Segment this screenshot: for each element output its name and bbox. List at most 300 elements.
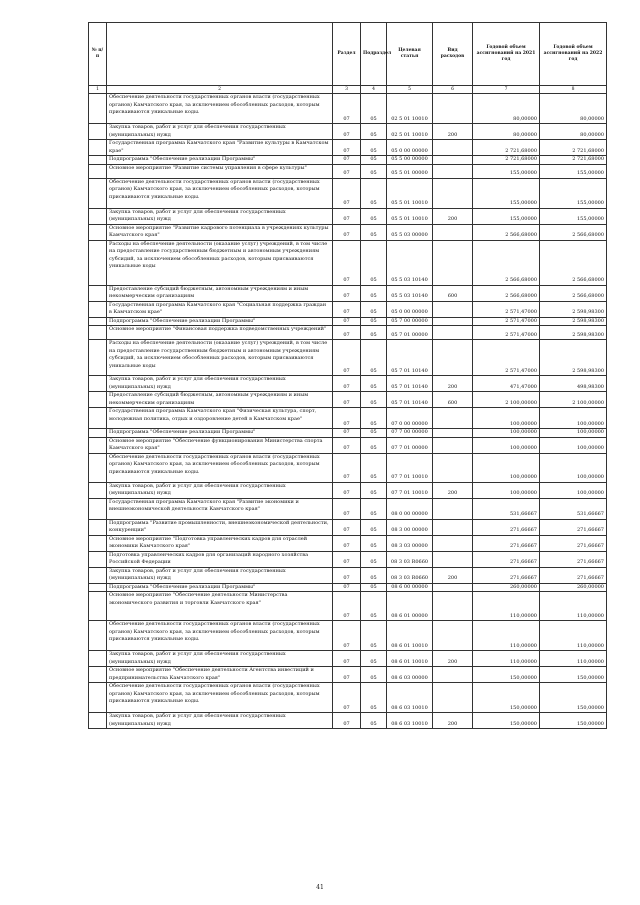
num-cell [89, 124, 107, 140]
table-row [89, 592, 607, 621]
target-code-cell: 07 7 01 10010 [387, 453, 433, 482]
table-row [89, 317, 607, 326]
target-code-cell: 05 5 03 10140 [387, 240, 433, 285]
podrazdel-cell: 05 [361, 140, 387, 156]
amount-2022-cell: 110,00000 [540, 651, 607, 667]
target-code-cell: 02 5 01 10010 [387, 124, 433, 140]
num-cell [89, 651, 107, 667]
num-cell [89, 392, 107, 408]
expense-type-cell [433, 317, 473, 326]
header-2022: Годовой объем ассигнований на 2022 год [540, 23, 607, 86]
num-cell [89, 301, 107, 317]
razdel-cell: 07 [333, 376, 361, 392]
row-name: Закупка товаров, работ и услуг для обеспечения государственных (муниципальных) нужд [107, 713, 333, 729]
table-row [89, 94, 607, 124]
amount-2022-cell: 100,00000 [540, 429, 607, 438]
amount-2021-cell: 271,66667 [473, 567, 540, 583]
amount-2021-cell: 2 566,68000 [473, 285, 540, 301]
amount-2021-cell: 110,00000 [473, 621, 540, 651]
target-code-cell: 05 5 01 10010 [387, 208, 433, 224]
num-cell [89, 340, 107, 376]
header-vid: Вид расходов [433, 23, 473, 86]
row-name: Основное мероприятие "Обеспечение деятельности Агентства инвестиций и предпринимательства Камчатского края" [107, 667, 333, 683]
amount-2022-cell: 260,00000 [540, 583, 607, 592]
row-name: Закупка товаров, работ и услуг для обеспечения государственных (муниципальных) нужд [107, 651, 333, 667]
row-name: Основное мероприятие "Развитие системы управления в сфере культуры" [107, 164, 333, 178]
podrazdel-cell: 05 [361, 301, 387, 317]
target-code-cell: 08 6 03 10010 [387, 683, 433, 713]
razdel-cell: 07 [333, 713, 361, 729]
num-cell [89, 156, 107, 165]
table-row [89, 301, 607, 317]
row-name: Подпрограмма "Обеспечение реализации Программы" [107, 317, 333, 326]
column-number: 4 [361, 86, 387, 94]
row-name: Закупка товаров, работ и услуг для обеспечения государственных (муниципальных) нужд [107, 124, 333, 140]
razdel-cell: 07 [333, 535, 361, 551]
expense-type-cell [433, 224, 473, 240]
row-name: Подпрограмма "Обеспечение реализации Программы" [107, 583, 333, 592]
row-name: Закупка товаров, работ и услуг для обеспечения государственных (муниципальных) нужд [107, 482, 333, 498]
num-cell [89, 551, 107, 567]
expense-type-cell: 200 [433, 124, 473, 140]
podrazdel-cell: 05 [361, 240, 387, 285]
row-name: Подпрограмма "Развитие промышленности, внешнеэкономической деятельности, конкуренции" [107, 519, 333, 535]
amount-2022-cell: 100,00000 [540, 408, 607, 429]
amount-2021-cell: 260,00000 [473, 583, 540, 592]
razdel-cell: 07 [333, 224, 361, 240]
razdel-cell: 07 [333, 124, 361, 140]
amount-2022-cell: 2 598,98300 [540, 340, 607, 376]
table-row [89, 164, 607, 178]
amount-2022-cell: 150,00000 [540, 683, 607, 713]
podrazdel-cell: 05 [361, 498, 387, 519]
target-code-cell: 05 5 03 10140 [387, 285, 433, 301]
row-name: Государственная программа Камчатского края "Развитие культуры в Камчатском крае" [107, 140, 333, 156]
table-row [89, 224, 607, 240]
row-name: Основное мероприятие "Обеспечение функционирования Министерства спорта Камчатского края" [107, 437, 333, 453]
podrazdel-cell: 05 [361, 535, 387, 551]
amount-2021-cell: 531,66667 [473, 498, 540, 519]
amount-2021-cell: 100,00000 [473, 453, 540, 482]
amount-2022-cell: 155,00000 [540, 178, 607, 208]
target-code-cell: 05 7 01 10140 [387, 340, 433, 376]
column-number: 8 [540, 86, 607, 94]
podrazdel-cell: 05 [361, 482, 387, 498]
amount-2022-cell: 271,66667 [540, 551, 607, 567]
podrazdel-cell: 05 [361, 285, 387, 301]
expense-type-cell: 600 [433, 392, 473, 408]
row-name: Обеспечение деятельности государственных органов власти (государственных органов) Камчатского края, за исключением обособленных расходов, которым присваиваются уникальные коды. [107, 94, 333, 124]
expense-type-cell [433, 551, 473, 567]
podrazdel-cell: 05 [361, 156, 387, 165]
row-name: Государственная программа Камчатского края "Развитие экономики и внешнеэкономической деятельности Камчатского края" [107, 498, 333, 519]
expense-type-cell [433, 164, 473, 178]
expense-type-cell [433, 437, 473, 453]
podrazdel-cell: 05 [361, 437, 387, 453]
expense-type-cell: 200 [433, 376, 473, 392]
amount-2022-cell: 110,00000 [540, 621, 607, 651]
header-2021: Годовой объем ассигнований на 2021 год [473, 23, 540, 86]
row-name: Закупка товаров, работ и услуг для обеспечения государственных (муниципальных) нужд [107, 376, 333, 392]
table-row [89, 651, 607, 667]
amount-2021-cell: 2 721,68000 [473, 156, 540, 165]
table-row [89, 567, 607, 583]
table-row [89, 519, 607, 535]
table-row [89, 124, 607, 140]
amount-2022-cell: 150,00000 [540, 667, 607, 683]
amount-2021-cell: 471,47000 [473, 376, 540, 392]
amount-2021-cell: 150,00000 [473, 683, 540, 713]
podrazdel-cell: 05 [361, 317, 387, 326]
header-row [89, 23, 607, 86]
amount-2022-cell: 80,00000 [540, 124, 607, 140]
amount-2021-cell: 2 571,47000 [473, 340, 540, 376]
expense-type-cell: 200 [433, 713, 473, 729]
header-num: № п/п [89, 23, 107, 86]
podrazdel-cell: 05 [361, 683, 387, 713]
target-code-cell: 05 0 00 00000 [387, 301, 433, 317]
expense-type-cell [433, 140, 473, 156]
target-code-cell: 08 3 03 R0660 [387, 567, 433, 583]
razdel-cell: 07 [333, 651, 361, 667]
table-row [89, 392, 607, 408]
amount-2022-cell: 100,00000 [540, 453, 607, 482]
num-cell [89, 535, 107, 551]
razdel-cell: 07 [333, 592, 361, 621]
podrazdel-cell: 05 [361, 94, 387, 124]
razdel-cell: 07 [333, 140, 361, 156]
amount-2021-cell: 80,00000 [473, 124, 540, 140]
expense-type-cell [433, 583, 473, 592]
expense-type-cell: 600 [433, 285, 473, 301]
razdel-cell: 07 [333, 240, 361, 285]
column-number: 1 [89, 86, 107, 94]
podrazdel-cell: 05 [361, 326, 387, 340]
amount-2021-cell: 155,00000 [473, 164, 540, 178]
num-cell [89, 94, 107, 124]
amount-2022-cell: 2 566,68000 [540, 224, 607, 240]
expense-type-cell [433, 94, 473, 124]
amount-2022-cell: 100,00000 [540, 482, 607, 498]
row-name: Подпрограмма "Обеспечение реализации Программы" [107, 156, 333, 165]
target-code-cell: 08 6 01 10010 [387, 651, 433, 667]
razdel-cell: 07 [333, 621, 361, 651]
podrazdel-cell: 05 [361, 551, 387, 567]
amount-2022-cell: 498,98300 [540, 376, 607, 392]
target-code-cell: 05 7 00 00000 [387, 317, 433, 326]
page-number: 41 [316, 884, 324, 891]
razdel-cell: 07 [333, 437, 361, 453]
amount-2022-cell: 150,00000 [540, 713, 607, 729]
amount-2022-cell: 2 566,68000 [540, 285, 607, 301]
expense-type-cell [433, 667, 473, 683]
razdel-cell: 07 [333, 408, 361, 429]
row-name: Закупка товаров, работ и услуг для обеспечения государственных (муниципальных) нужд [107, 567, 333, 583]
target-code-cell: 05 7 01 10140 [387, 392, 433, 408]
row-name: Обеспечение деятельности государственных органов власти (государственных органов) Камчатского края, за исключением обособленных расходов, которым присваиваются уникальные коды. [107, 453, 333, 482]
row-name: Государственная программа Камчатского края "Социальная поддержка граждан в Камчатском крае" [107, 301, 333, 317]
amount-2021-cell: 150,00000 [473, 667, 540, 683]
podrazdel-cell: 05 [361, 453, 387, 482]
amount-2021-cell: 150,00000 [473, 713, 540, 729]
table-row [89, 408, 607, 429]
column-number: 3 [333, 86, 361, 94]
row-name: Обеспечение деятельности государственных органов власти (государственных органов) Камчатского края, за исключением обособленных расходов, которым присваиваются уникальные коды. [107, 621, 333, 651]
razdel-cell: 07 [333, 392, 361, 408]
column-number: 7 [473, 86, 540, 94]
column-number-row [89, 86, 607, 94]
amount-2022-cell: 271,66667 [540, 535, 607, 551]
row-name: Основное мероприятие "Подготовка управленческих кадров для отраслей экономики Камчатского края" [107, 535, 333, 551]
num-cell [89, 592, 107, 621]
header-target: Целевая статья [387, 23, 433, 86]
num-cell [89, 140, 107, 156]
num-cell [89, 498, 107, 519]
row-name: Подготовка управленческих кадров для организаций народного хозяйства Российской Федерации [107, 551, 333, 567]
razdel-cell: 07 [333, 567, 361, 583]
amount-2021-cell: 100,00000 [473, 408, 540, 429]
expense-type-cell [433, 156, 473, 165]
amount-2022-cell: 155,00000 [540, 208, 607, 224]
table-row [89, 621, 607, 651]
amount-2021-cell: 100,00000 [473, 437, 540, 453]
razdel-cell: 07 [333, 583, 361, 592]
expense-type-cell [433, 340, 473, 376]
razdel-cell: 07 [333, 208, 361, 224]
target-code-cell: 07 7 01 10010 [387, 482, 433, 498]
razdel-cell: 07 [333, 178, 361, 208]
amount-2021-cell: 2 571,47000 [473, 301, 540, 317]
target-code-cell: 05 5 01 10010 [387, 178, 433, 208]
amount-2021-cell: 100,00000 [473, 482, 540, 498]
table-row [89, 453, 607, 482]
amount-2022-cell: 2 598,98300 [540, 317, 607, 326]
amount-2021-cell: 100,00000 [473, 429, 540, 438]
table-row [89, 551, 607, 567]
expense-type-cell [433, 408, 473, 429]
razdel-cell: 07 [333, 429, 361, 438]
amount-2022-cell: 155,00000 [540, 164, 607, 178]
target-code-cell: 08 6 03 10010 [387, 713, 433, 729]
razdel-cell: 07 [333, 164, 361, 178]
amount-2021-cell: 80,00000 [473, 94, 540, 124]
table-row [89, 437, 607, 453]
column-number: 5 [387, 86, 433, 94]
amount-2022-cell: 100,00000 [540, 437, 607, 453]
table-row [89, 140, 607, 156]
num-cell [89, 519, 107, 535]
amount-2022-cell: 110,00000 [540, 592, 607, 621]
amount-2022-cell: 271,66667 [540, 519, 607, 535]
table-row [89, 482, 607, 498]
header-podrazdel: Подраздел [361, 23, 387, 86]
num-cell [89, 317, 107, 326]
num-cell [89, 583, 107, 592]
table-row [89, 683, 607, 713]
num-cell [89, 178, 107, 208]
razdel-cell: 07 [333, 482, 361, 498]
table-row [89, 208, 607, 224]
amount-2022-cell: 2 598,98300 [540, 301, 607, 317]
amount-2021-cell: 271,66667 [473, 519, 540, 535]
expense-type-cell: 200 [433, 208, 473, 224]
amount-2021-cell: 271,66667 [473, 551, 540, 567]
expense-type-cell: 200 [433, 567, 473, 583]
table-row [89, 535, 607, 551]
header-name [107, 23, 333, 86]
razdel-cell: 07 [333, 285, 361, 301]
amount-2022-cell: 2 100,00000 [540, 392, 607, 408]
column-number: 2 [107, 86, 333, 94]
target-code-cell: 02 5 01 10010 [387, 94, 433, 124]
row-name: Расходы на обеспечение деятельности (оказание услуг) учреждений, в том числе на предоставление государственным бюджетным и автономным учреждениям субсидий, за исключением обособленных расходов, которым присваиваются уникальные коды [107, 240, 333, 285]
target-code-cell: 08 6 00 00000 [387, 583, 433, 592]
table-body [89, 94, 607, 729]
header-razdel: Раздел [333, 23, 361, 86]
row-name: Предоставление субсидий бюджетным, автономным учреждениям и иным некоммерческим организациям [107, 392, 333, 408]
table-row [89, 376, 607, 392]
table-row [89, 326, 607, 340]
podrazdel-cell: 05 [361, 208, 387, 224]
razdel-cell: 07 [333, 326, 361, 340]
podrazdel-cell: 05 [361, 408, 387, 429]
row-name: Закупка товаров, работ и услуг для обеспечения государственных (муниципальных) нужд [107, 208, 333, 224]
budget-table [88, 22, 607, 729]
podrazdel-cell: 05 [361, 519, 387, 535]
target-code-cell: 05 7 01 10140 [387, 376, 433, 392]
amount-2022-cell: 2 598,98300 [540, 326, 607, 340]
target-code-cell: 08 6 01 10010 [387, 621, 433, 651]
razdel-cell: 07 [333, 340, 361, 376]
row-name: Обеспечение деятельности государственных органов власти (государственных органов) Камчатского края, за исключением обособленных расходов, которым присваиваются уникальные коды. [107, 683, 333, 713]
podrazdel-cell: 05 [361, 164, 387, 178]
amount-2022-cell: 271,66667 [540, 567, 607, 583]
expense-type-cell [433, 592, 473, 621]
num-cell [89, 621, 107, 651]
target-code-cell: 08 6 01 00000 [387, 592, 433, 621]
target-code-cell: 05 5 03 00000 [387, 224, 433, 240]
num-cell [89, 429, 107, 438]
razdel-cell: 07 [333, 551, 361, 567]
target-code-cell: 07 7 01 00000 [387, 437, 433, 453]
num-cell [89, 376, 107, 392]
podrazdel-cell: 05 [361, 224, 387, 240]
amount-2021-cell: 2 571,47000 [473, 317, 540, 326]
amount-2022-cell: 2 566,68000 [540, 240, 607, 285]
amount-2021-cell: 2 566,68000 [473, 240, 540, 285]
amount-2021-cell: 271,66667 [473, 535, 540, 551]
target-code-cell: 08 0 00 00000 [387, 498, 433, 519]
target-code-cell: 07 0 00 00000 [387, 408, 433, 429]
row-name: Предоставление субсидий бюджетным, автономным учреждениям и иным некоммерческим организациям [107, 285, 333, 301]
expense-type-cell [433, 621, 473, 651]
expense-type-cell [433, 519, 473, 535]
razdel-cell: 07 [333, 317, 361, 326]
table-row [89, 667, 607, 683]
table-row [89, 429, 607, 438]
amount-2021-cell: 110,00000 [473, 592, 540, 621]
podrazdel-cell: 05 [361, 376, 387, 392]
table-row [89, 156, 607, 165]
target-code-cell: 05 7 01 00000 [387, 326, 433, 340]
podrazdel-cell: 05 [361, 583, 387, 592]
expense-type-cell [433, 683, 473, 713]
podrazdel-cell: 05 [361, 621, 387, 651]
expense-type-cell [433, 301, 473, 317]
podrazdel-cell: 05 [361, 567, 387, 583]
amount-2021-cell: 2 100,00000 [473, 392, 540, 408]
razdel-cell: 07 [333, 453, 361, 482]
razdel-cell: 07 [333, 94, 361, 124]
num-cell [89, 683, 107, 713]
table-row [89, 498, 607, 519]
num-cell [89, 285, 107, 301]
table-row [89, 178, 607, 208]
row-name: Обеспечение деятельности государственных органов власти (государственных органов) Камчатского края, за исключением обособленных расходов, которым присваиваются уникальные коды. [107, 178, 333, 208]
razdel-cell: 07 [333, 498, 361, 519]
num-cell [89, 164, 107, 178]
row-name: Государственная программа Камчатского края "Физическая культура, спорт, молодежная политика, отдых и оздоровление детей в Камчатском крае" [107, 408, 333, 429]
razdel-cell: 07 [333, 683, 361, 713]
amount-2022-cell: 2 721,68000 [540, 140, 607, 156]
razdel-cell: 07 [333, 301, 361, 317]
target-code-cell: 05 5 01 00000 [387, 164, 433, 178]
num-cell [89, 713, 107, 729]
razdel-cell: 07 [333, 667, 361, 683]
amount-2021-cell: 155,00000 [473, 178, 540, 208]
row-name: Основное мероприятие "Развитие кадрового потенциала в учреждениях культуры Камчатского края" [107, 224, 333, 240]
table-row [89, 240, 607, 285]
amount-2022-cell: 2 721,68000 [540, 156, 607, 165]
num-cell [89, 208, 107, 224]
table-row [89, 285, 607, 301]
target-code-cell: 05 5 00 00000 [387, 156, 433, 165]
table-row [89, 713, 607, 729]
podrazdel-cell: 05 [361, 124, 387, 140]
amount-2021-cell: 2 566,68000 [473, 224, 540, 240]
expense-type-cell [433, 326, 473, 340]
num-cell [89, 408, 107, 429]
num-cell [89, 453, 107, 482]
razdel-cell: 07 [333, 519, 361, 535]
num-cell [89, 224, 107, 240]
podrazdel-cell: 05 [361, 392, 387, 408]
table-row [89, 583, 607, 592]
amount-2022-cell: 531,66667 [540, 498, 607, 519]
row-name: Расходы на обеспечение деятельности (оказание услуг) учреждений, в том числе на предоставление государственным бюджетным и автономным учреждениям субсидий, за исключением обособленных расходов, которым присваиваются уникальные коды [107, 340, 333, 376]
num-cell [89, 667, 107, 683]
target-code-cell: 05 0 00 00000 [387, 140, 433, 156]
expense-type-cell [433, 498, 473, 519]
podrazdel-cell: 05 [361, 667, 387, 683]
row-name: Подпрограмма "Обеспечение реализации Программы" [107, 429, 333, 438]
podrazdel-cell: 05 [361, 592, 387, 621]
num-cell [89, 567, 107, 583]
target-code-cell: 08 3 00 00000 [387, 519, 433, 535]
podrazdel-cell: 05 [361, 429, 387, 438]
podrazdel-cell: 05 [361, 340, 387, 376]
target-code-cell: 07 7 00 00000 [387, 429, 433, 438]
target-code-cell: 08 6 03 00000 [387, 667, 433, 683]
num-cell [89, 326, 107, 340]
razdel-cell: 07 [333, 156, 361, 165]
expense-type-cell [433, 453, 473, 482]
expense-type-cell [433, 535, 473, 551]
expense-type-cell [433, 178, 473, 208]
target-code-cell: 08 3 03 00000 [387, 535, 433, 551]
podrazdel-cell: 05 [361, 178, 387, 208]
amount-2021-cell: 2 571,47000 [473, 326, 540, 340]
